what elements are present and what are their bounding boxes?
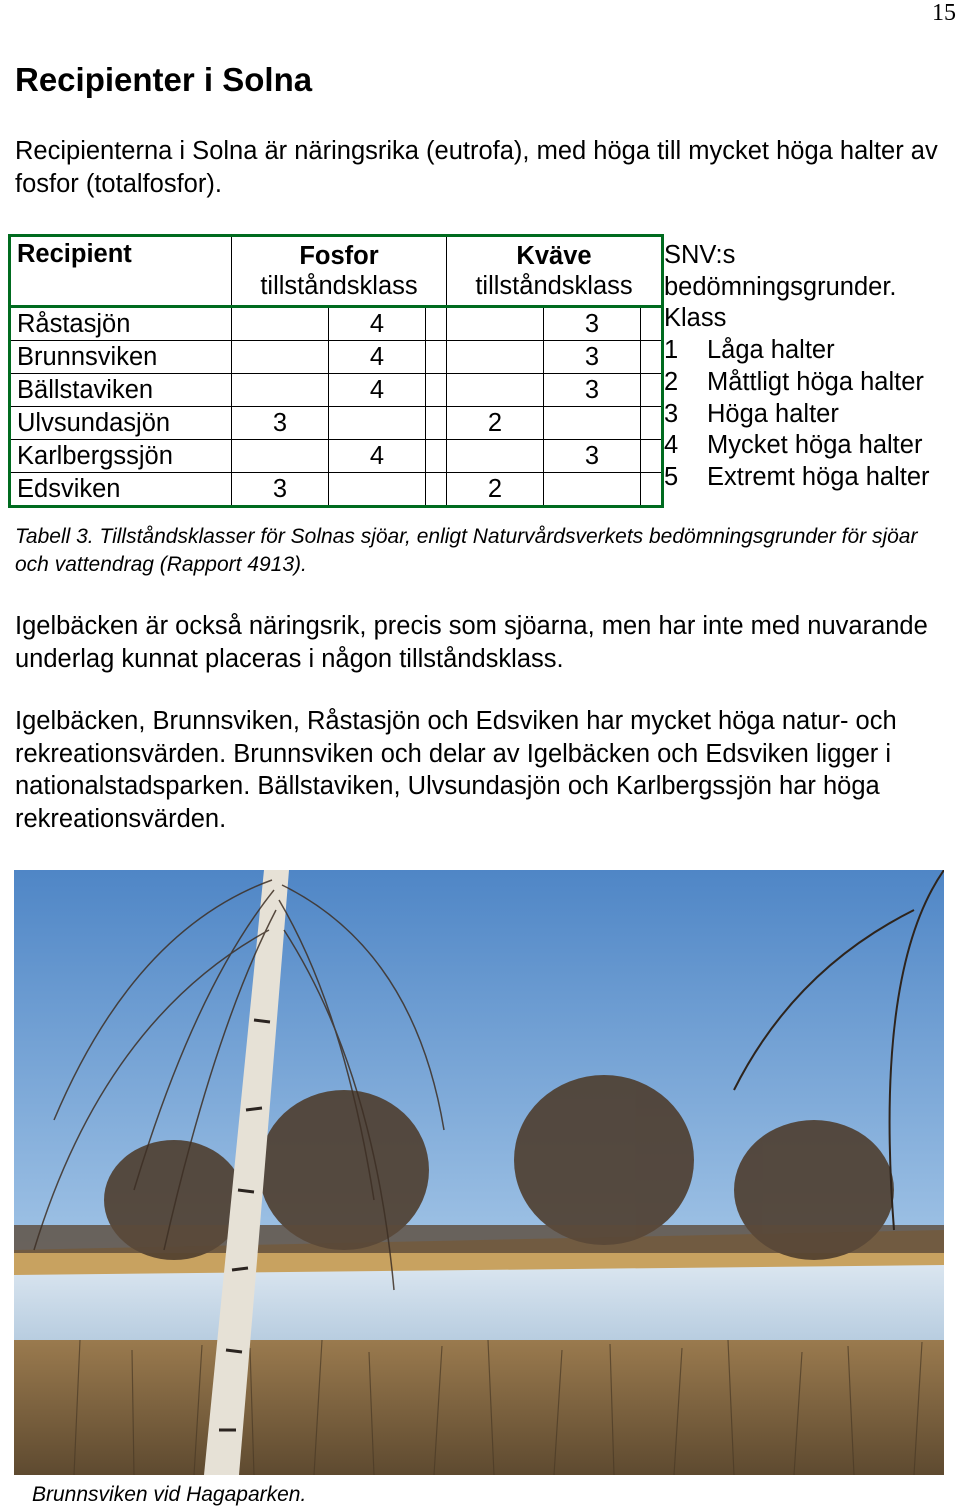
photo-caption: Brunnsviken vid Hagaparken.: [32, 1483, 307, 1506]
empty-cell: [232, 440, 329, 473]
fosfor-class: 4: [329, 307, 426, 341]
fosfor-class: 3: [232, 407, 329, 440]
header-recipient: [10, 236, 232, 307]
kvave-class: 3: [544, 374, 641, 407]
legend-item: [664, 430, 930, 462]
recipient-table: [8, 234, 664, 508]
kvave-class: 3: [544, 307, 641, 341]
legend-class-label: Mycket höga halter: [707, 431, 923, 460]
empty-cell: [641, 407, 663, 440]
table-caption: Tabell 3. Tillståndsklasser för Solnas sjöar, enligt Naturvårdsverkets bedömningsgrunder för sjöar och vattendrag (Rapport 4913).: [15, 525, 918, 576]
empty-cell: [544, 473, 641, 507]
page-number: 15: [932, 0, 956, 26]
empty-cell: [641, 440, 663, 473]
legend-heading-2: bedömningsgrunder.: [664, 272, 897, 301]
header-kvave-sub: tillståndsklass: [475, 272, 633, 300]
fosfor-class: 4: [329, 374, 426, 407]
kvave-class: 3: [544, 440, 641, 473]
empty-cell: [426, 440, 447, 473]
recipient-name: Råstasjön: [10, 307, 232, 341]
header-fosfor-label: Fosfor: [299, 242, 379, 270]
empty-cell: [641, 473, 663, 507]
legend-item: [664, 367, 930, 399]
table-row: [10, 374, 663, 407]
page-title: Recipienter i Solna: [15, 61, 313, 98]
empty-cell: [641, 307, 663, 341]
legend-class-number: 4: [664, 431, 679, 460]
legend-class-number: 5: [664, 462, 679, 491]
fosfor-class: 4: [329, 341, 426, 374]
legend-class-label: Måttligt höga halter: [707, 367, 924, 396]
values-paragraph: Igelbäcken, Brunnsviken, Råstasjön och Edsviken har mycket höga natur- och rekreationsvärden. Brunnsviken och delar av Igelbäcken och Edsviken ligger i nationalstadsparken. Bällstaviken, Ulvsundasjön och Karlbergssjön har höga rekreationsvärden.: [15, 707, 897, 833]
empty-cell: [641, 374, 663, 407]
recipient-name: Karlbergssjön: [10, 440, 232, 473]
legend-class-number: 1: [664, 336, 679, 365]
empty-cell: [232, 341, 329, 374]
table-row: [10, 440, 663, 473]
intro-paragraph: Recipienterna i Solna är näringsrika (eutrofa), med höga till mycket höga halter av fosfor (totalfosfor).: [15, 137, 938, 198]
kvave-class: 2: [447, 407, 544, 440]
legend-items: [664, 335, 930, 494]
empty-cell: [426, 407, 447, 440]
brunnsviken-photo: [14, 870, 944, 1475]
table-row: [10, 407, 663, 440]
kvave-class: 2: [447, 473, 544, 507]
empty-cell: [329, 473, 426, 507]
empty-cell: [447, 307, 544, 341]
fosfor-class: 3: [232, 473, 329, 507]
table-header-row: [10, 236, 663, 307]
legend-class-label: Extremt höga halter: [707, 462, 930, 491]
empty-cell: [329, 407, 426, 440]
empty-cell: [426, 307, 447, 341]
empty-cell: [426, 341, 447, 374]
legend-item: [664, 335, 930, 367]
legend-heading-3: Klass: [664, 304, 727, 333]
empty-cell: [447, 341, 544, 374]
empty-cell: [447, 440, 544, 473]
empty-cell: [544, 407, 641, 440]
header-kvave-label: Kväve: [516, 242, 592, 270]
table-row: [10, 307, 663, 341]
empty-cell: [232, 307, 329, 341]
empty-cell: [641, 341, 663, 374]
legend-class-number: 2: [664, 367, 679, 396]
header-fosfor: [232, 236, 447, 307]
legend-heading-1: SNV:s: [664, 241, 736, 269]
kvave-class: 3: [544, 341, 641, 374]
header-kvave: [447, 236, 663, 307]
recipient-name: Brunnsviken: [10, 341, 232, 374]
header-fosfor-sub: tillståndsklass: [260, 272, 418, 300]
legend-item: [664, 399, 930, 431]
legend-class-label: Höga halter: [707, 399, 839, 428]
legend-class-label: Låga halter: [707, 336, 835, 365]
empty-cell: [447, 374, 544, 407]
table-body: [10, 307, 663, 507]
table-row: [10, 341, 663, 374]
recipient-name: Ulvsundasjön: [10, 407, 232, 440]
legend-class-number: 3: [664, 399, 679, 428]
fosfor-class: 4: [329, 440, 426, 473]
empty-cell: [426, 374, 447, 407]
recipient-name: Bällstaviken: [10, 374, 232, 407]
table-row: [10, 473, 663, 507]
legend-item: [664, 462, 930, 494]
igelbacken-paragraph: Igelbäcken är också näringsrik, precis som sjöarna, men har inte med nuvarande underlag kunnat placeras i någon tillståndsklass.: [15, 612, 928, 673]
empty-cell: [426, 473, 447, 507]
header-recipient-label: Recipient: [17, 240, 132, 268]
photo-illustration: [14, 870, 944, 1475]
classification-legend: [664, 240, 930, 494]
recipient-name: Edsviken: [10, 473, 232, 507]
empty-cell: [232, 374, 329, 407]
